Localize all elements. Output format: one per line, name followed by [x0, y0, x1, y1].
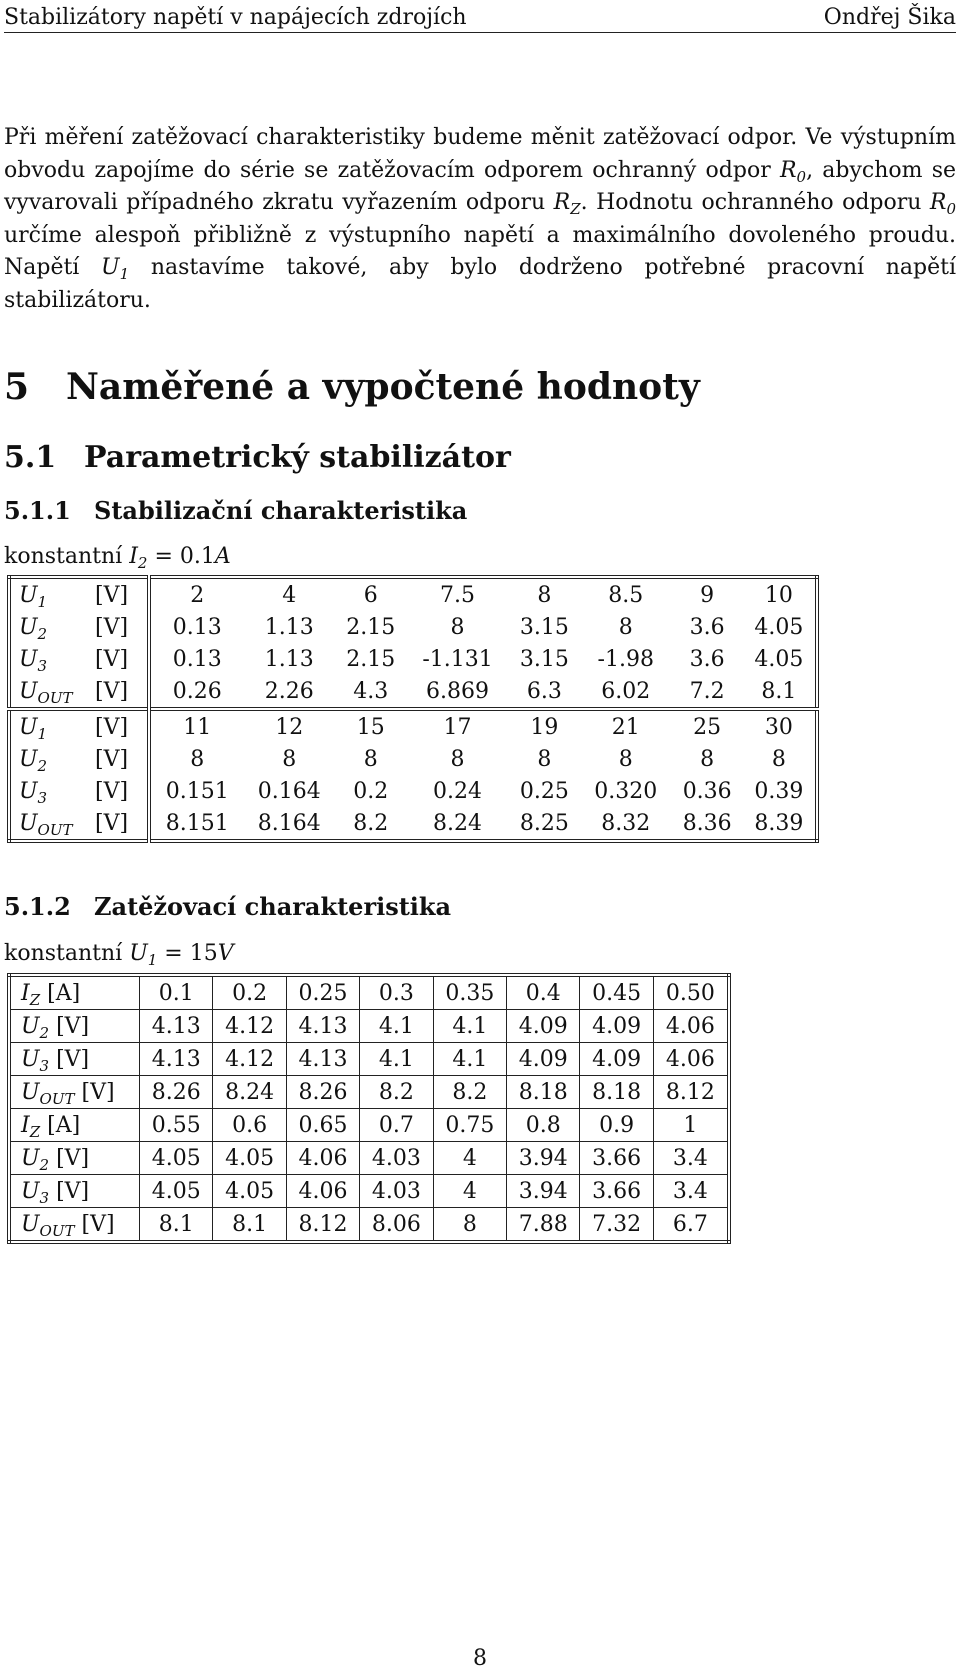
- table-cell: 4.05: [213, 1142, 286, 1175]
- table-cell: 0.25: [519, 778, 569, 804]
- table-cell: -1.131: [422, 646, 493, 672]
- symbol-RZ: $R_Z$: [553, 190, 581, 218]
- table-cell: 8.151: [165, 810, 229, 836]
- table-cell: 8: [450, 614, 465, 640]
- row-unit: [V]: [91, 807, 149, 841]
- section-heading-5-1-1: 5.1.1 Stabilizační charakteristika: [4, 496, 468, 525]
- row-quantity: $U_{OUT}$: [19, 678, 73, 707]
- table-row: [9, 775, 817, 807]
- table-cell: 8: [433, 1208, 506, 1243]
- table-row: [9, 577, 817, 611]
- table-cell: 8.32: [601, 810, 651, 836]
- table-cell: 0.7: [360, 1109, 433, 1142]
- row-quantity: $U_2$: [19, 746, 48, 775]
- table-row: [9, 1208, 729, 1243]
- load-table: [7, 973, 731, 1244]
- table-cell: 11: [149, 709, 244, 743]
- table-cell: 8.2: [360, 1076, 433, 1109]
- row-unit: [V]: [91, 577, 149, 611]
- row-unit: [V]: [91, 611, 149, 643]
- table-cell: -1.98: [597, 646, 654, 672]
- table-cell: 8: [282, 746, 297, 772]
- table-cell: 0.45: [580, 975, 653, 1010]
- header-title: Stabilizátory napětí v napájecích zdrojích: [4, 4, 467, 30]
- table-cell: 6.02: [601, 678, 651, 704]
- table-cell: 19: [509, 709, 580, 743]
- row-label: $I_Z$ [A]: [9, 975, 140, 1010]
- table-cell: 0.4: [507, 975, 580, 1010]
- table-cell: 4.1: [360, 1010, 433, 1043]
- table-cell: 8: [190, 746, 205, 772]
- table-cell: 0.164: [257, 778, 321, 804]
- table-cell: 7.5: [440, 582, 476, 608]
- section-heading-5-1-2: 5.1.2 Zatěžovací charakteristika: [4, 892, 452, 921]
- table-cell: 8.1: [140, 1208, 213, 1243]
- table-cell: 4.06: [286, 1142, 359, 1175]
- table-cell: 0.13: [172, 646, 222, 672]
- table-cell: 4.13: [286, 1010, 359, 1043]
- table-cell: 3.94: [507, 1142, 580, 1175]
- table-cell: 15: [335, 709, 406, 743]
- table-cell: 1.13: [264, 614, 314, 640]
- section-heading-5-1: 5.1 Parametrický stabilizátor: [4, 440, 511, 475]
- table-cell: 10: [764, 582, 793, 608]
- table-cell: 4.05: [754, 646, 804, 672]
- intro-paragraph: Při měření zatěžovací charakteristiky budeme měnit zatěžovací odpor. Ve výstupním obvodu zapojíme do série se zatěžovacím odporem ochranný odpor $R_0$, abychom se vyvarovali případného zkratu vyřazením odporu $R_Z$. Hodnotu ochranného odporu $R_0$ určíme alespoň přibližně z výstupního napětí a maximálního dovoleného proudu. Napětí $U_1$ nastavíme takové, aby bylo dodrženo potřebné pracovní napětí stabilizátoru.: [4, 125, 957, 313]
- table-cell: 6: [363, 582, 378, 608]
- table-row: [9, 611, 817, 643]
- table-cell: 0.2: [353, 778, 389, 804]
- table-cell: 0.1: [140, 975, 213, 1010]
- table-cell: 21: [580, 709, 672, 743]
- table-row: [9, 807, 817, 841]
- row-label: $I_Z$ [A]: [9, 1109, 140, 1142]
- row-quantity: $U_3$: [19, 778, 48, 807]
- table-cell: 8.26: [140, 1076, 213, 1109]
- section-heading-5: 5 Naměřené a vypočtené hodnoty: [4, 366, 700, 408]
- table-cell: 8.06: [360, 1208, 433, 1243]
- page-number: 8: [473, 1646, 487, 1671]
- table-cell: 4: [433, 1175, 506, 1208]
- table-cell: 3.66: [580, 1175, 653, 1208]
- table-cell: 6.3: [526, 678, 562, 704]
- table-cell: 4.06: [286, 1175, 359, 1208]
- table-cell: 4.13: [140, 1043, 213, 1076]
- table-cell: 0.9: [580, 1109, 653, 1142]
- table-cell: 8.164: [257, 810, 321, 836]
- table-cell: 8.2: [433, 1076, 506, 1109]
- table-cell: 6.869: [426, 678, 490, 704]
- table-cell: 8.5: [608, 582, 644, 608]
- row-unit: [V]: [91, 643, 149, 675]
- table-cell: 4.3: [353, 678, 389, 704]
- table-cell: 8: [771, 746, 786, 772]
- table-cell: 0.6: [213, 1109, 286, 1142]
- row-label: $U_{OUT}$ [V]: [9, 1208, 140, 1243]
- table-cell: 7.88: [507, 1208, 580, 1243]
- table-cell: 0.24: [433, 778, 483, 804]
- table-cell: 4.05: [213, 1175, 286, 1208]
- table-cell: 0.36: [682, 778, 732, 804]
- table-row: [9, 1175, 729, 1208]
- table-cell: 8.39: [754, 810, 804, 836]
- table-cell: 0.50: [653, 975, 729, 1010]
- table-cell: 0.35: [433, 975, 506, 1010]
- table-cell: 3.4: [653, 1142, 729, 1175]
- row-unit: [V]: [91, 743, 149, 775]
- table-cell: 12: [244, 709, 336, 743]
- table-cell: 0.26: [172, 678, 222, 704]
- table-cell: 0.8: [507, 1109, 580, 1142]
- symbol-R0: $R_0$: [929, 190, 956, 218]
- table-cell: 8.24: [433, 810, 483, 836]
- table-cell: 4.09: [580, 1043, 653, 1076]
- table-cell: 4.12: [213, 1010, 286, 1043]
- table-row: [9, 1043, 729, 1076]
- table-cell: 6.7: [653, 1208, 729, 1243]
- table-cell: 8: [618, 614, 633, 640]
- table-cell: 4.13: [286, 1043, 359, 1076]
- row-quantity: $U_2$: [19, 614, 48, 643]
- table-cell: 0.75: [433, 1109, 506, 1142]
- table-cell: 0.151: [165, 778, 229, 804]
- table-cell: 4.09: [580, 1010, 653, 1043]
- table-cell: 2: [190, 582, 205, 608]
- table-row: [9, 975, 729, 1010]
- table-cell: 0.25: [286, 975, 359, 1010]
- row-label: $U_2$ [V]: [9, 1010, 140, 1043]
- table-cell: 8: [537, 582, 552, 608]
- table-cell: 4.09: [507, 1010, 580, 1043]
- table1-caption: konstantní $I_2 = 0.1A$: [4, 544, 231, 572]
- row-quantity: $U_1$: [19, 582, 48, 611]
- table-cell: 8.18: [580, 1076, 653, 1109]
- table-cell: 3.94: [507, 1175, 580, 1208]
- row-unit: [V]: [91, 675, 149, 709]
- table-cell: 4.13: [140, 1010, 213, 1043]
- table-cell: 30: [743, 709, 817, 743]
- table-row: [9, 743, 817, 775]
- symbol-R0: $R_0$: [779, 157, 807, 186]
- table-cell: 3.15: [519, 646, 569, 672]
- table-cell: 3.66: [580, 1142, 653, 1175]
- table-row: [9, 1109, 729, 1142]
- table-cell: 4.1: [433, 1043, 506, 1076]
- table-cell: 8.36: [682, 810, 732, 836]
- row-quantity: $U_3$: [19, 646, 48, 675]
- row-quantity: $U_1$: [9, 709, 91, 743]
- table-row: [9, 1142, 729, 1175]
- table-cell: 2.15: [346, 646, 396, 672]
- table-cell: 8.25: [519, 810, 569, 836]
- symbol-U1: $U_1$: [101, 255, 130, 283]
- table-cell: 8.18: [507, 1076, 580, 1109]
- table-cell: 8.26: [286, 1076, 359, 1109]
- table-cell: 4.05: [754, 614, 804, 640]
- row-label: $U_{OUT}$ [V]: [9, 1076, 140, 1109]
- table-cell: 2.26: [264, 678, 314, 704]
- table-cell: 4.03: [360, 1175, 433, 1208]
- row-quantity: $U_{OUT}$: [19, 810, 73, 839]
- table-cell: 8.1: [213, 1208, 286, 1243]
- table-cell: 4.05: [140, 1142, 213, 1175]
- table2-caption: konstantní $U_1 = 15V$: [4, 941, 234, 969]
- table-cell: 3.4: [653, 1175, 729, 1208]
- row-label: $U_3$ [V]: [9, 1175, 140, 1208]
- table-cell: 3.6: [689, 614, 725, 640]
- table-cell: 4.09: [507, 1043, 580, 1076]
- table-row: [9, 709, 817, 743]
- table-row: [9, 1010, 729, 1043]
- table-cell: 0.65: [286, 1109, 359, 1142]
- table-cell: 9: [700, 582, 715, 608]
- row-label: $U_3$ [V]: [9, 1043, 140, 1076]
- table-cell: 8: [450, 746, 465, 772]
- row-unit: [V]: [91, 775, 149, 807]
- table-cell: 4.1: [433, 1010, 506, 1043]
- table-cell: 8: [618, 746, 633, 772]
- table-cell: 8.12: [653, 1076, 729, 1109]
- table-cell: 8.2: [353, 810, 389, 836]
- table-cell: 8: [363, 746, 378, 772]
- table-cell: 4.06: [653, 1010, 729, 1043]
- header-author: Ondřej Šika: [823, 4, 956, 30]
- table-row: [9, 643, 817, 675]
- table-cell: 8.24: [213, 1076, 286, 1109]
- table-cell: 8: [537, 746, 552, 772]
- table-cell: 4.06: [653, 1043, 729, 1076]
- table-cell: 8.12: [286, 1208, 359, 1243]
- table-cell: 4.1: [360, 1043, 433, 1076]
- table-cell: 0.3: [360, 975, 433, 1010]
- table-cell: 1: [653, 1109, 729, 1142]
- table-cell: 0.320: [594, 778, 658, 804]
- table-cell: 0.13: [172, 614, 222, 640]
- table-cell: 8.1: [761, 678, 797, 704]
- table-cell: 7.2: [689, 678, 725, 704]
- table-cell: 7.32: [580, 1208, 653, 1243]
- running-header: [4, 2, 956, 33]
- table-cell: 4.05: [140, 1175, 213, 1208]
- table-cell: 4.03: [360, 1142, 433, 1175]
- table-cell: 2.15: [346, 614, 396, 640]
- table-cell: 4: [433, 1142, 506, 1175]
- table-cell: 3.6: [689, 646, 725, 672]
- table-cell: 0.2: [213, 975, 286, 1010]
- table-cell: 4.12: [213, 1043, 286, 1076]
- table-row: [9, 675, 817, 709]
- table-cell: 3.15: [519, 614, 569, 640]
- table-cell: 0.55: [140, 1109, 213, 1142]
- row-label: $U_2$ [V]: [9, 1142, 140, 1175]
- table-cell: 0.39: [754, 778, 804, 804]
- table-row: [9, 1076, 729, 1109]
- stabilization-table: [7, 575, 819, 843]
- table-cell: 1.13: [264, 646, 314, 672]
- table-cell: 17: [406, 709, 508, 743]
- table-cell: 4: [282, 582, 297, 608]
- table-cell: 8: [700, 746, 715, 772]
- row-unit: [V]: [91, 709, 149, 743]
- table-cell: 25: [672, 709, 743, 743]
